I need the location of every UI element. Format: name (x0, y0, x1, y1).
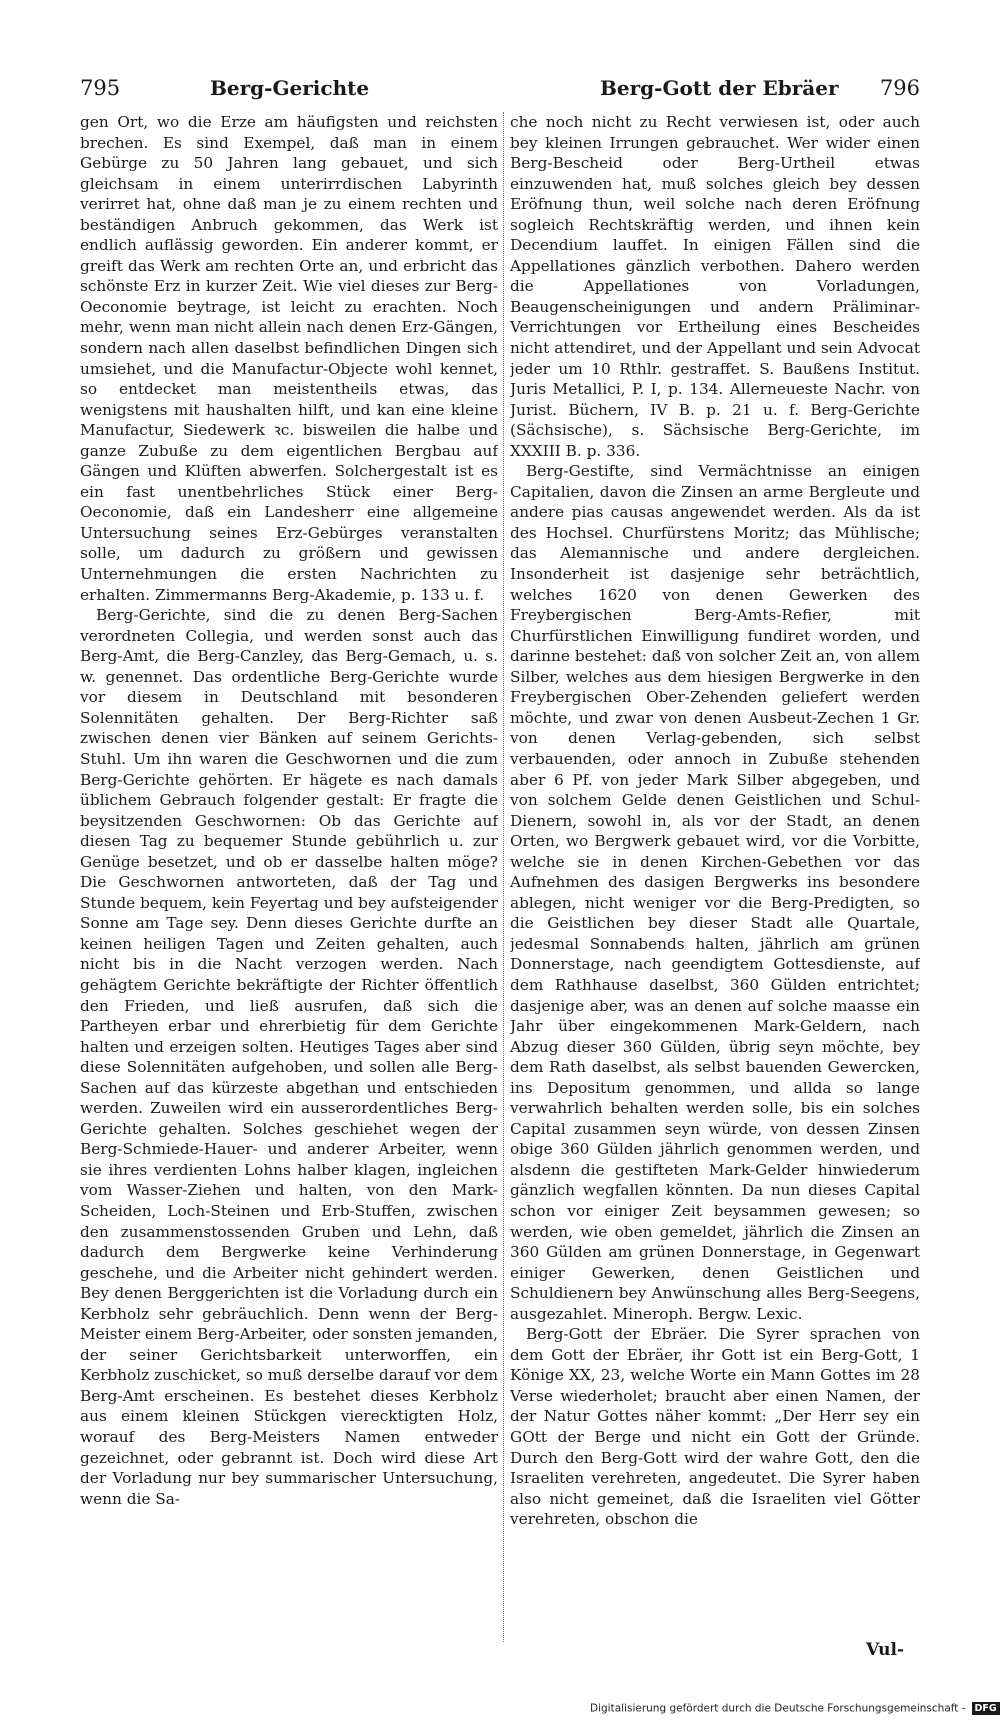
footer-text: Digitalisierung gefördert durch die Deutsche Forschungsgemeinschaft - (590, 1702, 966, 1715)
column-divider (503, 112, 504, 1642)
text-column-left (80, 112, 498, 1642)
catchword: Vul- (866, 1640, 904, 1660)
running-head-left: Berg-Gerichte (210, 76, 370, 100)
paragraph-berg-gott: Berg-Gott der Ebräer. Die Syrer sprachen von dem Gott der Ebräer, ihr Gott ist ein Berg-Gott, 1 Könige XX, 23, welche Worte ein Mann Gottes im 28 Verse wiederholet; braucht aber einen Namen, der der Natur Gottes näher kommt: „Der Herr sey ein GOtt der Berge und nicht ein Gott der Gründe. Durch den Berg-Gott wird der wahre Gott, den die Israeliten verehreten, angedeutet. Die Syrer haben also nicht gemeinet, daß die Israeliten viel Götter verehreten, obschon die (510, 1325, 920, 1529)
digitization-footer (590, 1702, 997, 1718)
dfg-logo-icon: DFG (972, 1702, 1000, 1715)
paragraph-berg-gerichte: Berg-Gerichte, sind die zu denen Berg-Sachen verordneten Collegia, und werden sonst auch das Berg-Amt, die Berg-Canzley, das Berg-Gemach, u. s. w. genennet. Das ordentliche Berg-Gerichte wurde vor diesem in Deutschland mit besonderen Solennitäten gehalten. Der Berg-Richter saß zwischen denen vier Bänken auf seinem Gerichts-Stuhl. Um ihn waren die Geschwornen und die zum Berg-Gerichte gehörten. Er hägete es nach damals üblichem Gebrauch folgender gestalt: Er fragte die beysitzenden Geschwornen: Ob das Gerichte auf diesen Tag zu bequemer Stunde gebührlich u. zur Genüge besetzet, und ob er dasselbe halten möge? Die Geschwornen antworteten, daß der Tag und Stunde bequem, kein Feyertag und bey aufsteigender Sonne am Tage sey. Denn dieses Gerichte durfte an keinen heiligen Tagen und Zeiten gehalten, auch nicht bis in die Nacht verzogen werden. Nach gehägtem Gerichte bekräftigte der Richter öffentlich den Frieden, und ließ ausrufen, daß sich die Partheyen erbar und ehrerbietig für dem Gerichte halten und erzeigen solten. Heutiges Tages aber sind diese Solennitäten aufgehoben, und sollen alle Berg-Sachen auf das kürzeste abgethan und entschieden werden. Zuweilen wird ein ausserordentliches Berg-Gerichte gehalten. Solches geschiehet wegen der Berg-Schmiede-Hauer- und anderer Arbeiter, wenn sie ihres verdienten Lohns halber klagen, ingleichen vom Wasser-Ziehen und halten, von den Mark-Scheiden, Loch-Steinen und Erb-Stuffen, zwischen den zusammenstossenden Gruben und Lehn, daß dadurch dem Bergwerke keine Verhinderung geschehe, und die Arbeiter nicht gehindert werden. Bey denen Berggerichten ist die Vorladung durch ein Kerbholz sehr gebräuchlich. Denn wenn der Berg-Meister einem Berg-Arbeiter, oder sonsten jemanden, der seiner Gerichtsbarkeit unterworffen, ein Kerbholz zuschicket, so muß derselbe darauf vor dem Berg-Amt erscheinen. Es bestehet dieses Kerbholz aus einem kleinen Stückgen vierecktigten Holz, worauf des Berg-Meisters Namen entweder gezeichnet, oder gebrannt ist. Doch wird diese Art der Vorladung nur bey summarischer Untersuchung, wenn die Sa- (80, 606, 498, 1508)
page-header (80, 76, 920, 106)
page-number-left: 795 (80, 76, 121, 100)
paragraph-berg-gestifte: Berg-Gestifte, sind Vermächtnisse an einigen Capitalien, davon die Zinsen an arme Bergleute und andere pias causas angewendet werden. Als da ist des Hochsel. Churfürstens Moritz; das Mühlische; das Alemannische und andere dergleichen. Insonderheit ist dasjenige sehr beträchtlich, welches 1620 von denen Gewerken des Freybergischen Berg-Amts-Refier, mit Churfürstlichen Einwilligung fundiret worden, und darinne bestehet: daß von solcher Zeit an, von allem Silber, welches aus dem hiesigen Bergwerke in den Freybergischen Ober-Zehenden geliefert werden möchte, und zwar von denen Ausbeut-Zechen 1 Gr. von denen Verlag-gebenden, sich selbst verbauenden, oder annoch in Zubuße stehenden aber 6 Pf. von jeder Mark Silber abgegeben, und von solchem Gelde denen Geistlichen und Schul-Dienern, sowohl in, als vor der Stadt, an denen Orten, wo Bergwerk gebauet wird, vor die Vorbitte, welche sie in denen Kirchen-Gebethen vor das Aufnehmen des dasigen Bergwerks ins besondere ablegen, nicht weniger vor die Berg-Predigten, so die Geistlichen bey dieser Stadt alle Quartale, jedesmal Sonnabends halten, jährlich am grünen Donnerstage, nach geendigtem Gottesdienste, auf dem Rathhause daselbst, 360 Gülden entrichtet; dasjenige aber, was an denen auf solche maasse ein Jahr über eingekommenen Mark-Geldern, nach Abzug dieser 360 Gülden, übrig seyn möchte, bey dem Rath daselbst, als selbst bauenden Gewercken, ins Depositum genommen, und allda so lange verwahrlich behalten werden solle, bis ein solches Capital zusammen seyn würde, von dessen Zinsen obige 360 Gülden jährlich genommen werden, und alsdenn die gestifteten Mark-Gelder hinwiederum gänzlich wegfallen könnten. Da nun dieses Capital schon vor einiger Zeit beysammen gewesen; so werden, wie oben gemeldet, jährlich die Zinsen an 360 Gülden am grünen Donnerstage, in Gegenwart einiger Gewerken, denen Geistlichen und Schuldienern bey Anwünschung alles Berg-Seegens, ausgezahlet. Mineroph. Bergw. Lexic. (510, 462, 920, 1323)
running-head-right: Berg-Gott der Ebräer (600, 76, 839, 100)
page-number-right: 796 (879, 76, 920, 100)
paragraph-berg-gerichte-continuation: che noch nicht zu Recht verwiesen ist, oder auch bey kleinen Irrungen gebrauchet. Wer wider einen Berg-Bescheid oder Berg-Urtheil etwas einzuwenden hat, muß solches gleich bey dessen Eröfnung thun, weil solche nach deren Eröfnung sogleich Rechtskräftig werden, und ihnen kein Decendium lauffet. In einigen Fällen sind die Appellationes gänzlich verbothen. Dahero werden die Appellationes von Vorladungen, Beaugenscheinigungen und andern Präliminar-Verrichtungen vor Ertheilung eines Bescheides nicht attendiret, und der Appellant und sein Advocat jeder um 10 Rthlr. gestraffet. S. Baußens Institut. Juris Metallici, P. I, p. 134. Allerneueste Nachr. von Jurist. Büchern, IV B. p. 21 u. f. Berg-Gerichte (Sächsische), s. Sächsische Berg-Gerichte, im XXXIII B. p. 336. (510, 113, 920, 460)
text-column-right (510, 112, 920, 1642)
paragraph-bergbau-continuation: gen Ort, wo die Erze am häufigsten und reichsten brechen. Es sind Exempel, daß man in einem Gebürge zu 50 Jahren lang gebauet, und sich gleichsam in einem unterirrdischen Labyrinth verirret hat, ohne daß man je zu einem rechten und beständigen Anbruch gekommen, das Werk ist endlich auflässig geworden. Ein anderer kommt, er greift das Werk am rechten Orte an, und erbricht das schönste Erz in kurzer Zeit. Wie viel dieses zur Berg-Oeconomie beytrage, ist leicht zu erachten. Noch mehr, wenn man nicht allein nach denen Erz-Gängen, sondern nach allen daselbst befindlichen Dingen sich umsiehet, und die Manufactur-Objecte wohl kennet, so entdecket man meistentheils etwas, das wenigstens mit haushalten hilft, und kan eine kleine Manufactur, Siedewerk ꝛc. bisweilen die halbe und ganze Zubuße zu dem eigentlichen Bergbau auf Gängen und Klüften abwerfen. Solchergestalt ist es ein fast unentbehrliches Stück einer Berg-Oeconomie, daß ein Landesherr eine allgemeine Untersuchung seines Erz-Gebürges veranstalten solle, um dadurch zu größern und gewissen Unternehmungen die ersten Nachrichten zu erhalten. Zimmermanns Berg-Akademie, p. 133 u. f. (80, 113, 498, 604)
